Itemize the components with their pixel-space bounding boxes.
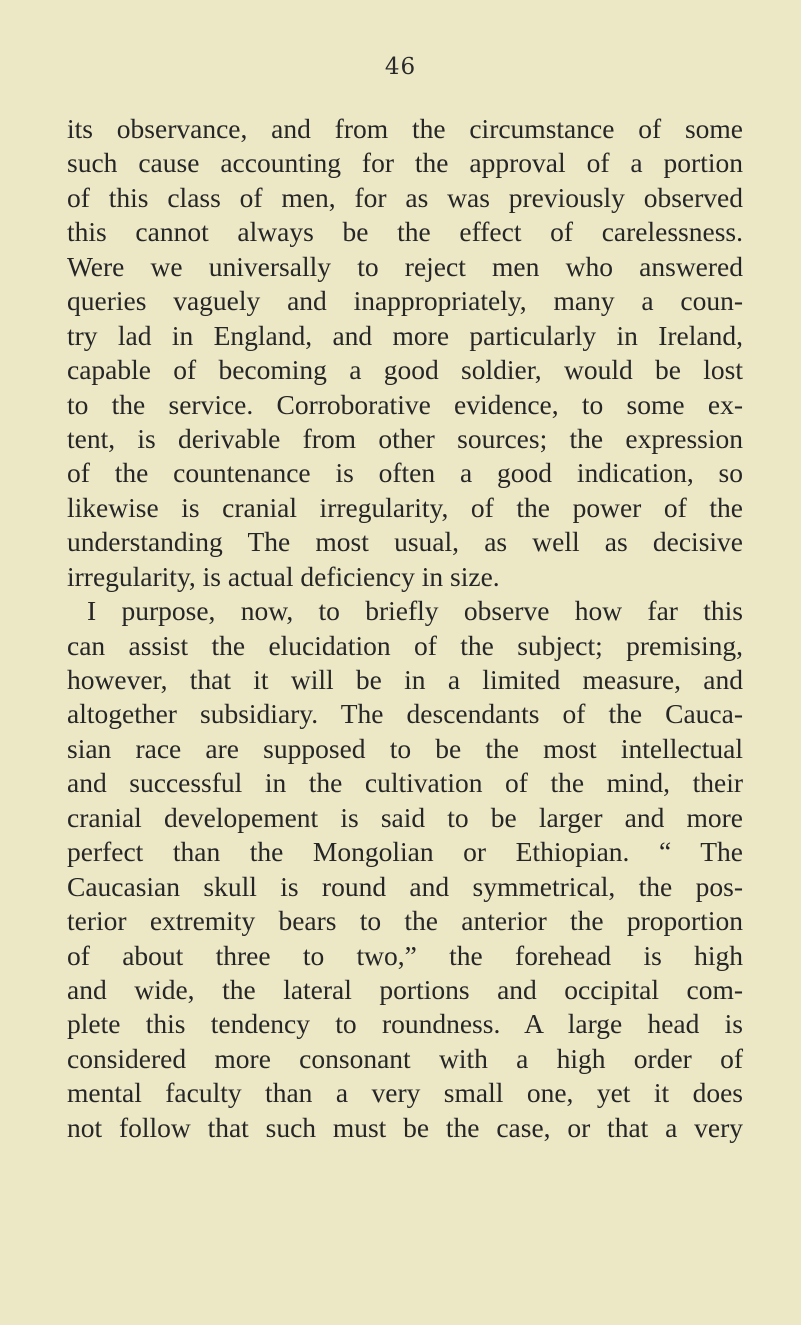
text-line: likewise is cranial irregularity, of the power of the xyxy=(67,491,743,523)
text-line: sian race are supposed to be the most intellectual xyxy=(67,732,743,764)
text-line: to the service. Corroborative evidence, to some ex- xyxy=(67,388,743,420)
text-line: such cause accounting for the approval of a portion xyxy=(67,147,743,179)
text-line: cranial developement is said to be larger and more xyxy=(67,801,743,833)
body-text xyxy=(67,112,743,1145)
text-line: Were we universally to reject men who answered xyxy=(67,250,743,282)
text-line: I purpose, now, to briefly observe how far this xyxy=(87,595,743,627)
text-line: perfect than the Mongolian or Ethiopian. “ The xyxy=(67,836,743,868)
text-line: mental faculty than a very small one, yet it does xyxy=(67,1077,743,1109)
text-line: and successful in the cultivation of the mind, their xyxy=(67,767,743,799)
text-line: of the countenance is often a good indication, so xyxy=(67,457,743,489)
text-line: considered more consonant with a high order of xyxy=(67,1042,743,1074)
text-line: plete this tendency to roundness. A large head is xyxy=(67,1008,743,1040)
text-line: Caucasian skull is round and symmetrical, the pos- xyxy=(67,870,743,902)
text-line: its observance, and from the circumstance of some xyxy=(67,113,743,144)
text-line: however, that it will be in a limited measure, and xyxy=(67,664,743,695)
text-line: terior extremity bears to the anterior the proportion xyxy=(67,905,743,937)
text-line: of about three to two,” the forehead is high xyxy=(67,939,743,971)
text-line: of this class of men, for as was previously observed xyxy=(67,181,743,213)
text-line: can assist the elucidation of the subject; premising, xyxy=(67,629,743,661)
text-line: queries vaguely and inappropriately, many a coun- xyxy=(67,285,743,317)
text-line: and wide, the lateral portions and occipital com- xyxy=(67,973,743,1005)
text-line: not follow that such must be the case, or that a very xyxy=(67,1111,743,1143)
text-line: this cannot always be the effect of carelessness. xyxy=(67,216,743,248)
text-line: altogether subsidiary. The descendants of the Cauca- xyxy=(67,698,743,730)
text-line: capable of becoming a good soldier, would be lost xyxy=(67,354,743,386)
text-line: try lad in England, and more particularly in Ireland, xyxy=(67,319,743,351)
text-line: tent, is derivable from other sources; the expression xyxy=(67,422,743,454)
text-line: irregularity, is actual deficiency in size. xyxy=(67,560,500,592)
text-line: understanding The most usual, as well as decisive xyxy=(67,526,743,558)
page-number: 46 xyxy=(384,54,417,80)
